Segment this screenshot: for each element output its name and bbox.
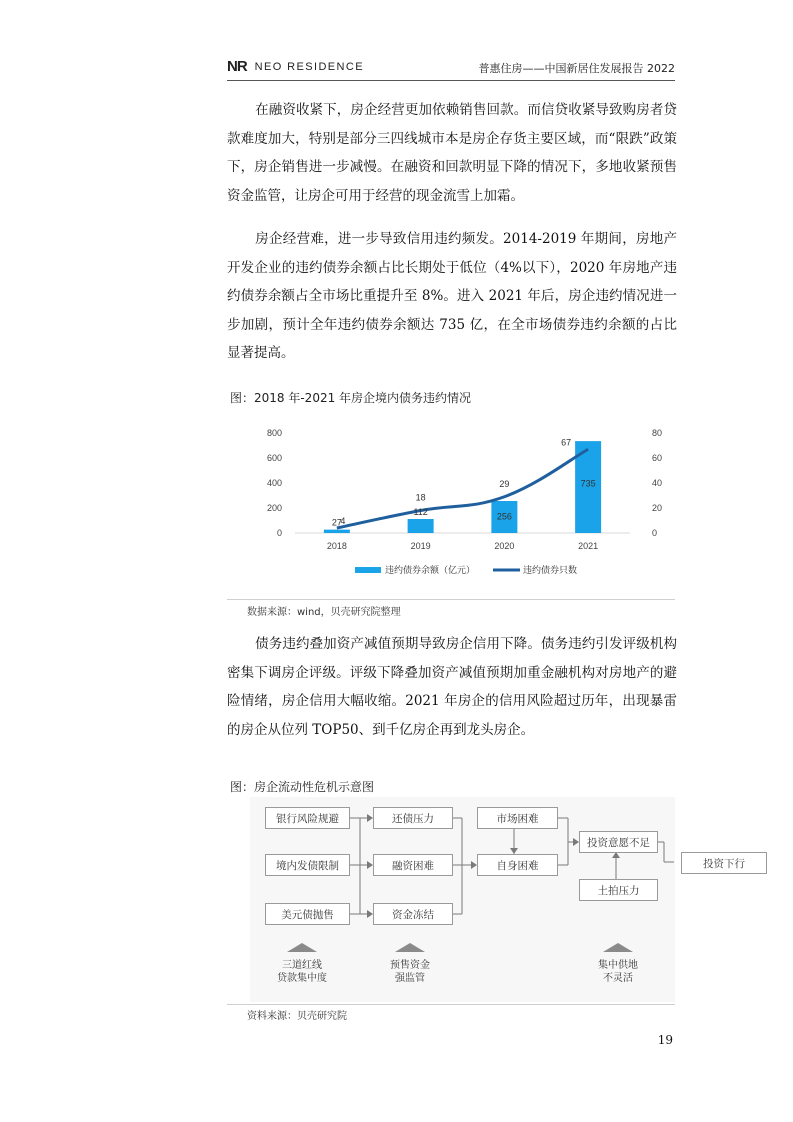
x-axis-tick-label: 2021	[578, 541, 599, 551]
paragraph-3-text: 债务违约叠加资产减值预期导致房企信用下降。债务违约引发评级机构密集下调房企评级。评级下降叠加资产减值预期加重金融机构对房地产的避险情绪，房企信用大幅收缩。2021 年房企的信用风险超过历年，出现暴雷的房企从位列 TOP50、到千亿房企再到龙头房企。	[227, 636, 677, 738]
flow-box-bank-risk-aversion: 银行风险规避	[265, 807, 350, 829]
right-axis-tick-label: 80	[652, 428, 663, 438]
right-axis-tick-label: 20	[652, 503, 663, 513]
line-series-bond-count	[337, 449, 588, 528]
report-title: 普惠住房——中国新居住发展报告 2022	[478, 62, 675, 75]
flow-note-centralized-land-supply: 集中供地 不灵活	[598, 960, 638, 984]
flow-note-three-red-lines: 三道红线 贷款集中度	[277, 960, 327, 984]
figure-2-source: 资料来源：贝壳研究院	[247, 1011, 347, 1022]
flow-box-domestic-bond-limit: 境内发债限制	[265, 854, 350, 876]
flow-box-repayment-pressure: 还债压力	[373, 807, 453, 829]
left-axis-tick-label: 0	[276, 528, 282, 538]
up-arrow-icon	[395, 943, 425, 952]
flow-box-market-difficulty: 市场困难	[477, 807, 558, 829]
flow-box-usd-bond-selloff: 美元债抛售	[265, 903, 350, 925]
right-axis-tick-label: 60	[652, 453, 663, 463]
bar-2018	[324, 530, 350, 533]
x-axis-tick-label: 2020	[494, 541, 515, 551]
figure-2-divider	[227, 1004, 675, 1005]
x-axis-tick-label: 2019	[410, 541, 431, 551]
bar-value-label: 27	[331, 517, 342, 528]
x-axis-tick-label: 2018	[326, 541, 347, 551]
liquidity-crisis-diagram	[250, 797, 675, 1002]
legend-swatch-bar	[355, 567, 381, 573]
figure-1-divider	[227, 599, 675, 600]
paragraph-3	[227, 630, 677, 744]
left-axis-tick-label: 400	[266, 478, 282, 488]
bar-value-label: 112	[413, 507, 428, 517]
header-divider	[227, 80, 675, 81]
right-axis-tick-label: 40	[652, 478, 663, 488]
page-number: 19	[657, 1033, 673, 1047]
flow-box-fund-freeze: 资金冻结	[373, 903, 453, 925]
line-value-label: 67	[561, 437, 572, 448]
logo-mark: NR	[227, 58, 247, 75]
flow-box-land-auction-pressure: 土拍压力	[579, 879, 658, 901]
legend-label-line: 违约债券只数	[523, 566, 578, 576]
flow-box-investment-decline: 投资下行	[681, 852, 767, 874]
legend-label-bar: 违约债券余额（亿元）	[385, 566, 476, 576]
paragraph-2	[227, 225, 677, 368]
left-axis-tick-label: 200	[266, 503, 282, 513]
debt-default-chart	[250, 418, 670, 593]
flow-box-own-difficulty: 自身困难	[477, 854, 558, 876]
paragraph-1	[227, 96, 677, 210]
figure-1-caption: 图：2018 年-2021 年房企境内债务违约情况	[230, 391, 472, 405]
line-value-label: 18	[415, 492, 426, 503]
left-axis-tick-label: 600	[266, 453, 282, 463]
paragraph-1-text: 在融资收紧下，房企经营更加依赖销售回款。而信贷收紧导致购房者贷款难度加大，特别是部分三四线城市本是房企存货主要区域，而“限跌”政策下，房企销售进一步减慢。在融资和回款明显下降的情况下，多地收紧预售资金监管，让房企可用于经营的现金流雪上加霜。	[227, 102, 677, 204]
bar-2019	[408, 519, 434, 533]
paragraph-2-text: 房企经营难，进一步导致信用违约频发。2014-2019 年期间，房地产开发企业的违约债券余额占比长期处于低位（4%以下），2020 年房地产违约债券余额占全市场比重提升至 8%。进入 2021 年后，房企违约情况进一步加剧，预计全年违约债券余额达 735 亿，在全市场债券违约余额的占比显著提高。	[227, 231, 677, 361]
bar-value-label: 256	[496, 511, 512, 522]
line-value-label: 29	[499, 478, 510, 489]
flow-note-presale-regulation: 预售资金 强监管	[390, 960, 430, 984]
figure-1-source: 数据来源：wind，贝壳研究院整理	[247, 607, 401, 618]
flow-box-low-investment-will: 投资意愿不足	[579, 831, 658, 853]
bar-value-label: 735	[580, 478, 596, 489]
line-value-label: 4	[340, 516, 346, 526]
up-arrow-icon	[603, 943, 633, 952]
figure-2-caption: 图：房企流动性危机示意图	[230, 780, 375, 794]
right-axis-tick-label: 0	[652, 528, 658, 538]
logo-text: NEO RESIDENCE	[254, 60, 364, 73]
flow-box-financing-difficulty: 融资困难	[373, 854, 453, 876]
logo	[227, 58, 364, 75]
left-axis-tick-label: 800	[266, 428, 282, 438]
up-arrow-icon	[287, 943, 317, 952]
